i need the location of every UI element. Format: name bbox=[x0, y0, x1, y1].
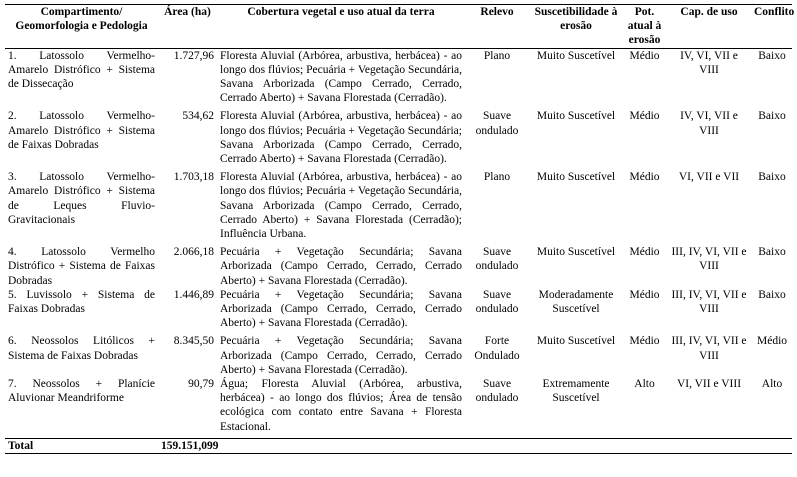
cell-relevo: Suave ondulado bbox=[475, 110, 519, 137]
cell-compartimento: 2. Latossolo Vermelho-Amarelo Distrófico + Sistema de Faixas Dobradas bbox=[8, 110, 155, 151]
cell-compartimento: 6. Neossolos Litólicos + Sistema de Faixas Dobradas bbox=[8, 335, 155, 362]
cell-conflito: Baixo bbox=[758, 49, 786, 62]
header-relevo: Relevo bbox=[480, 6, 514, 18]
cell-pot: Médio bbox=[629, 49, 660, 62]
cell-cobertura: Pecuária + Vegetação Secundária; Savana Arborizada (Campo Cerrado, Cerrado, Cerrado Aberto) + Savana Florestada (Cerradão). bbox=[220, 288, 462, 330]
header-cobertura: Cobertura vegetal e uso atual da terra bbox=[247, 6, 435, 18]
cell-conflito: Baixo bbox=[758, 246, 786, 259]
total-label: Total bbox=[8, 439, 34, 452]
cell-conflito: Baixo bbox=[758, 171, 786, 184]
cell-area: 1.727,96 bbox=[173, 49, 214, 62]
header-compartimento: Compartimento/ Geomorfologia e Pedologia bbox=[15, 6, 148, 33]
cell-cobertura: Floresta Aluvial (Arbórea, arbustiva, herbácea) - ao longo dos flúvios; Pecuária + Vegetação Secundária; Savana Arborizada (Campo Cerrado, Cerrado, Cerrado Aberto) + Savana Florestada (Cerradão). bbox=[220, 110, 462, 166]
land-use-table bbox=[5, 4, 795, 454]
cell-cobertura: Floresta Aluvial (Arbórea, arbustiva, herbácea) - ao longo dos flúvios; Pecuária + Vegetação Secundária, Savana Arborizada (Campo Cerrado, Cerrado, Cerrado Aberto) + Savana Florestada (Cerradão). bbox=[220, 49, 462, 105]
total-value: 159.151,099 bbox=[161, 439, 219, 452]
header-cap: Cap. de uso bbox=[680, 6, 738, 18]
header-pot: Pot. atual à erosão bbox=[627, 6, 662, 47]
cell-cap: VI, VII e VII bbox=[678, 171, 740, 184]
cell-area: 90,79 bbox=[188, 378, 214, 391]
table-row bbox=[5, 48, 792, 105]
cell-compartimento: 7. Neossolos + Planície Aluvionar Meandriforme bbox=[8, 378, 155, 405]
cell-cap: IV, VI, VII e VIII bbox=[680, 110, 738, 137]
cell-area: 534,62 bbox=[182, 110, 214, 123]
cell-relevo: Suave ondulado bbox=[475, 288, 519, 316]
cell-area: 2.066,18 bbox=[173, 246, 214, 259]
cell-pot: Alto bbox=[634, 378, 655, 391]
cell-suscetibilidade: Muito Suscetível bbox=[536, 171, 616, 184]
cell-conflito: Médio bbox=[756, 335, 788, 348]
cell-area: 1.446,89 bbox=[173, 288, 214, 301]
cell-cap: III, IV, VI, VII e VIII bbox=[671, 335, 747, 362]
cell-pot: Médio bbox=[629, 335, 660, 348]
cell-cap: IV, VI, VII e VIII bbox=[680, 49, 738, 76]
cell-suscetibilidade: Muito Suscetível bbox=[536, 246, 616, 259]
cell-suscetibilidade: Muito Suscetível bbox=[536, 335, 616, 348]
table-row bbox=[5, 245, 792, 288]
total-empty bbox=[465, 438, 792, 453]
cell-conflito: Baixo bbox=[758, 288, 786, 301]
cell-cobertura: Pecuária + Vegetação Secundária; Savana Arborizada (Campo Cerrado, Cerrado, Cerrado Aberto) + Savana Florestada (Cerradão). bbox=[220, 246, 462, 287]
table-row bbox=[5, 334, 792, 377]
cell-cap: III, IV, VI, VII e VIII bbox=[671, 288, 747, 316]
cell-cobertura: Água; Floresta Aluvial (Arbórea, arbustiva, herbácea) - ao longo dos flúvios; Área de tensão ecológica com contato entre Savana + Floresta Estacional. bbox=[220, 378, 462, 433]
cell-suscetibilidade: Muito Suscetível bbox=[536, 110, 616, 123]
cell-relevo: Suave ondulado bbox=[475, 378, 519, 405]
cell-suscetibilidade: Muito Suscetível bbox=[536, 49, 616, 62]
table-row bbox=[5, 109, 792, 166]
table-row bbox=[5, 170, 792, 241]
cell-pot: Médio bbox=[629, 171, 660, 184]
cell-pot: Médio bbox=[629, 288, 660, 301]
header-row bbox=[5, 5, 792, 49]
cell-conflito: Alto bbox=[761, 378, 783, 391]
cell-suscetibilidade: Extremamente Suscetível bbox=[542, 378, 610, 405]
header-conflito: Conflito bbox=[754, 6, 795, 18]
cell-area: 8.345,50 bbox=[173, 335, 214, 348]
cell-relevo: Forte Ondulado bbox=[474, 335, 520, 362]
cell-pot: Médio bbox=[629, 246, 660, 259]
cell-area: 1.703,18 bbox=[173, 171, 214, 184]
cell-pot: Médio bbox=[629, 110, 660, 123]
cell-compartimento: 3. Latossolo Vermelho-Amarelo Distrófico + Sistema de Leques Fluvio-Gravitacionais bbox=[8, 171, 155, 226]
table-row bbox=[5, 288, 792, 331]
cell-compartimento: 5. Luvissolo + Sistema de Faixas Dobradas bbox=[8, 288, 155, 316]
cell-suscetibilidade: Moderadamente Suscetível bbox=[538, 288, 614, 316]
header-suscetibilidade: Suscetibilidade à erosão bbox=[534, 6, 618, 33]
total-row bbox=[5, 438, 792, 453]
header-area: Área (ha) bbox=[164, 6, 211, 18]
cell-cobertura: Pecuária + Vegetação Secundária; Savana Arborizada (Campo Cerrado, Cerrado, Cerrado Aberto) + Savana Florestada (Cerradão). bbox=[220, 335, 462, 376]
cell-relevo: Suave ondulado bbox=[475, 246, 519, 273]
cell-compartimento: 4. Latossolo Vermelho Distrófico + Sistema de Faixas Dobradas bbox=[8, 246, 155, 287]
cell-cobertura: Floresta Aluvial (Arbórea, arbustiva, herbácea) - ao longo dos flúvios; Pecuária + Vegetação Secundária, Savana Arborizada (Campo Cerrado, Cerrado, Cerrado Aberto) + Savana Florestada (Cerradão); Influência Urbana. bbox=[220, 171, 462, 241]
cell-cap: VI, VII e VIII bbox=[676, 378, 742, 391]
cell-relevo: Plano bbox=[483, 171, 511, 184]
table-row bbox=[5, 377, 792, 434]
cell-relevo: Plano bbox=[483, 49, 511, 62]
cell-compartimento: 1. Latossolo Vermelho-Amarelo Distrófico + Sistema de Dissecação bbox=[8, 49, 155, 91]
cell-cap: III, IV, VI, VII e VIII bbox=[671, 246, 747, 273]
cell-conflito: Baixo bbox=[758, 110, 786, 123]
